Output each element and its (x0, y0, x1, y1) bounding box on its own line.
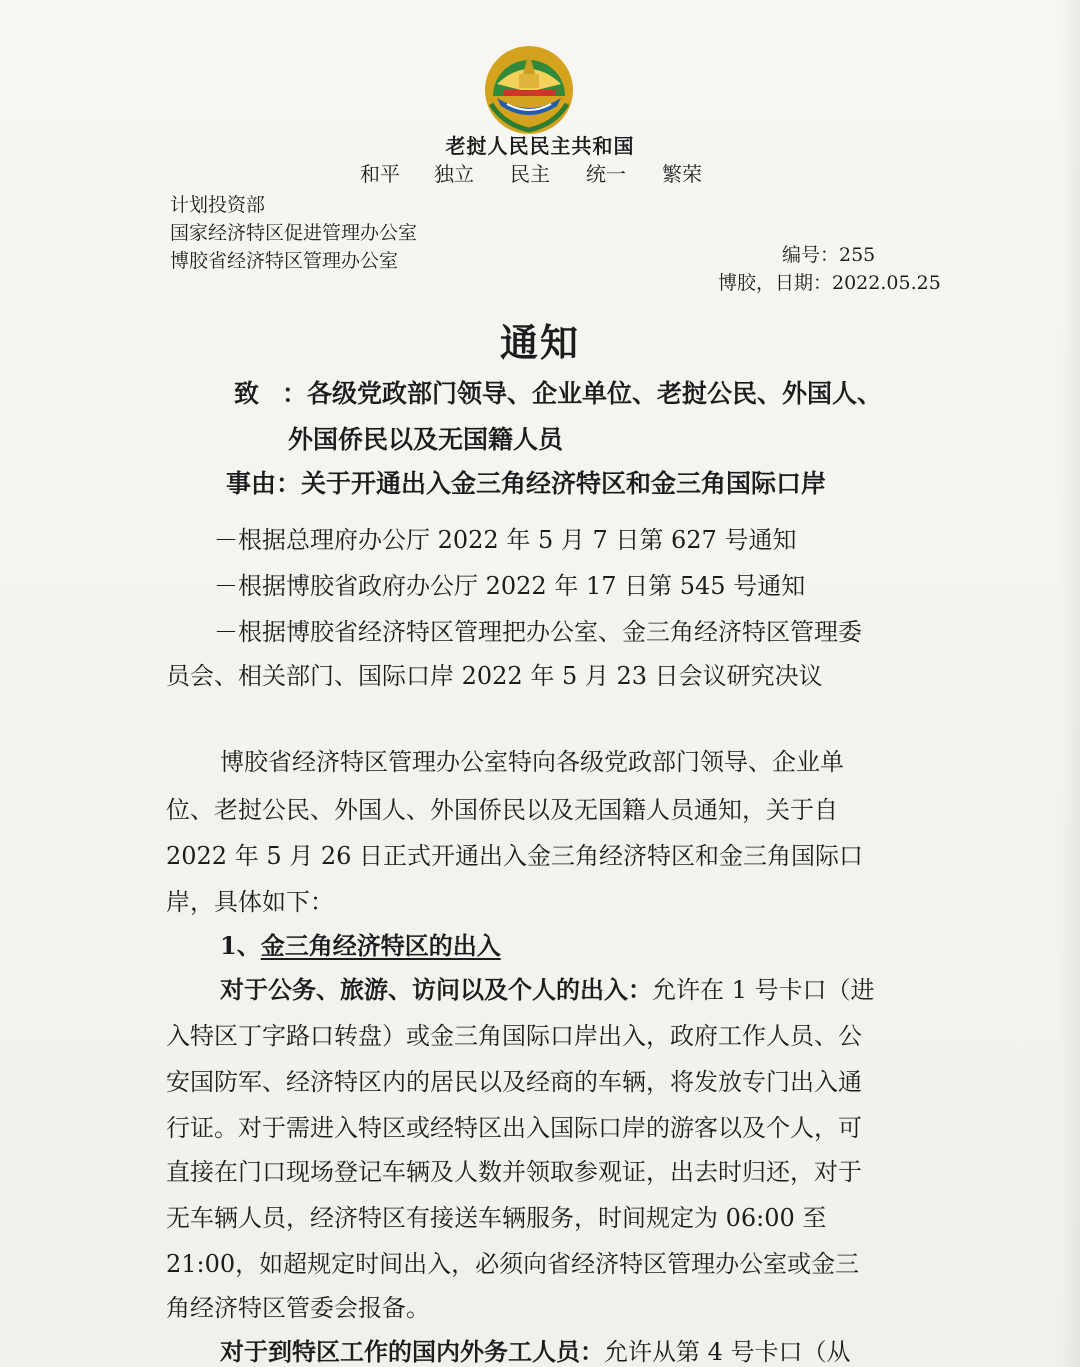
document-date: 博胶，日期：2022.05.25 (718, 272, 941, 294)
paragraph-text: 允许在 1 号卡口（进 (652, 976, 875, 1004)
motto-word: 民主 (510, 162, 550, 186)
issuer-line: 国家经济特区促进管理办公室 (170, 222, 418, 244)
recipients-line: ：各级党政部门领导、企业单位、老挝公民、外国人、 (282, 379, 883, 408)
document-title: 通知 (499, 320, 580, 365)
paragraph-line: 行证。对于需进入特区或经特区出入国际口岸的游客以及个人，可 (166, 1114, 862, 1142)
basis-line: －根据博胶省经济特区管理把办公室、金三角经济特区管理委 (214, 618, 862, 646)
subject-line: 事由：关于开通出入金三角经济特区和金三角国际口岸 (226, 469, 827, 498)
motto-word: 和平 (360, 162, 400, 186)
paragraph-lead: 对于公务、旅游、访问以及个人的出入： (220, 975, 652, 1004)
section-heading (220, 926, 501, 961)
motto-word: 繁荣 (662, 162, 702, 186)
basis-line: －根据博胶省政府办公厅 2022 年 17 日第 545 号通知 (214, 572, 806, 600)
section-number: 1、 (220, 931, 261, 960)
intro-line: 2022 年 5 月 26 日正式开通出入金三角经济特区和金三角国际口 (166, 842, 864, 870)
recipients-line: 外国侨民以及无国籍人员 (288, 425, 564, 454)
paragraph-line: 安国防军、经济特区内的居民以及经商的车辆，将发放专门出入通 (166, 1068, 862, 1096)
paragraph-line: 无车辆人员，经济特区有接送车辆服务，时间规定为 06:00 至 (166, 1204, 827, 1232)
recipients-label: 致 (234, 379, 260, 408)
paragraph-line: 入特区丁字路口转盘）或金三角国际口岸出入，政府工作人员、公 (166, 1022, 862, 1050)
national-emblem (483, 44, 575, 136)
motto-word: 统一 (586, 162, 626, 186)
motto-word: 独立 (434, 162, 474, 186)
paragraph-line: 角经济特区管委会报备。 (166, 1294, 430, 1322)
page-edge-shadow (1060, 0, 1080, 1367)
basis-line: －根据总理府办公厅 2022 年 5 月 7 日第 627 号通知 (214, 526, 797, 554)
paragraph-line: 21:00，如超规定时间出入，必须向省经济特区管理办公室或金三 (166, 1250, 860, 1278)
paragraph-line: 直接在门口现场登记车辆及人数并领取参观证，出去时归还，对于 (166, 1158, 862, 1186)
paragraph-lead: 对于到特区工作的国内外务工人员： (220, 1337, 604, 1366)
paragraph-text: 允许从第 4 号卡口（从 (604, 1338, 851, 1366)
intro-line: 位、老挝公民、外国人、外国侨民以及无国籍人员通知，关于自 (166, 796, 838, 824)
basis-line: 员会、相关部门、国际口岸 2022 年 5 月 23 日会议研究决议 (166, 662, 823, 690)
intro-line: 博胶省经济特区管理办公室特向各级党政部门领导、企业单 (220, 748, 844, 776)
intro-line: 岸，具体如下： (166, 888, 334, 916)
issuer-line: 计划投资部 (170, 194, 266, 216)
paragraph-first-line (220, 1332, 851, 1367)
national-motto (0, 158, 1080, 184)
document-number: 编号：255 (782, 244, 876, 266)
paragraph-first-line (220, 970, 875, 1005)
issuer-line: 博胶省经济特区管理办公室 (170, 250, 399, 272)
country-name: 老挝人民民主共和国 (445, 134, 635, 158)
section-title: 金三角经济特区的出入 (260, 931, 501, 960)
